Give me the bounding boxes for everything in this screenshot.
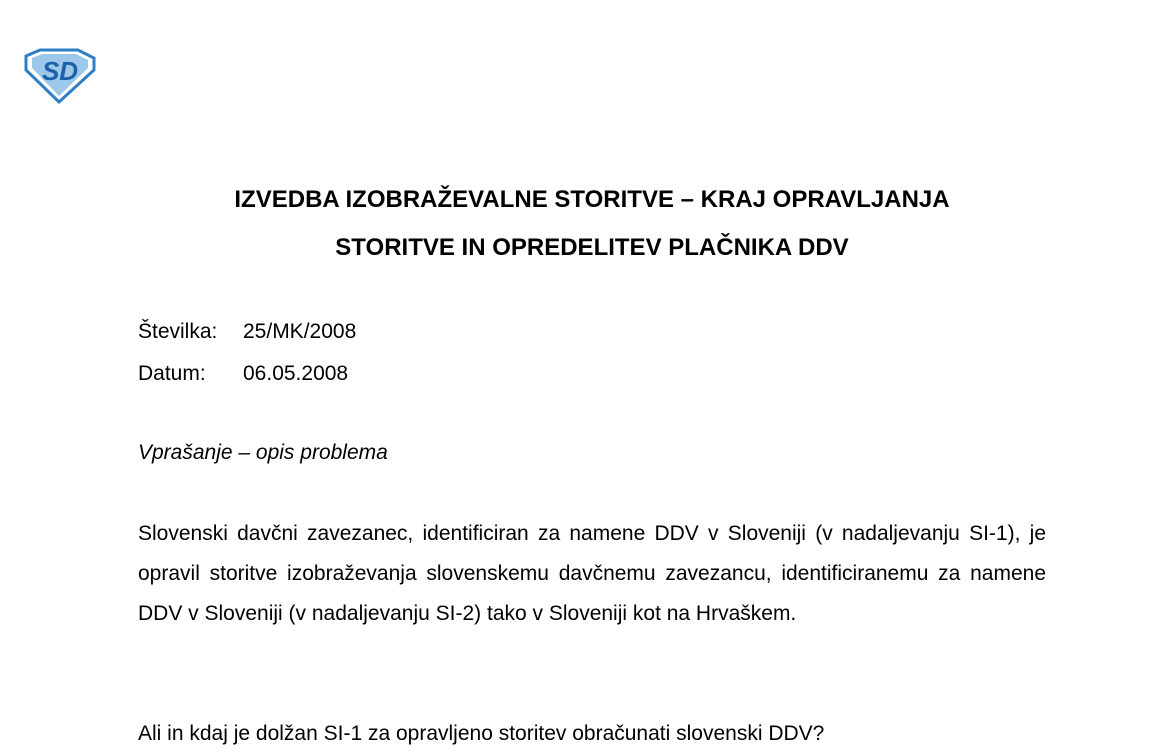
question-heading: Vprašanje – opis problema: [138, 441, 388, 464]
number-label: Številka:: [138, 320, 218, 343]
question-paragraph: Ali in kdaj je dolžan SI-1 za opravljeno storitev obračunati slovenski DDV?: [138, 722, 825, 745]
logo-text: SD: [41, 56, 79, 86]
document-title-line-1: IZVEDBA IZOBRAŽEVALNE STORITVE – KRAJ OPRAVLJANJA: [234, 186, 950, 213]
date-value: 06.05.2008: [243, 362, 349, 385]
date-row: [138, 362, 348, 386]
document-title-line-2: STORITVE IN OPREDELITEV PLAČNIKA DDV: [335, 234, 849, 261]
number-row: [138, 320, 356, 344]
number-value: 25/MK/2008: [243, 320, 357, 343]
date-label: Datum:: [138, 362, 206, 385]
body-paragraph: Slovenski davčni zavezanec, identificiran za namene DDV v Sloveniji (v nadaljevanju SI-1), je opravil storitve izobraževanja slovenskemu davčnemu zavezancu, identificiranemu za namene DDV v Sloveniji (v nadaljevanju SI-2) tako v Sloveniji kot na Hrvaškem.: [138, 522, 1046, 625]
sd-shield-logo: [22, 48, 96, 104]
